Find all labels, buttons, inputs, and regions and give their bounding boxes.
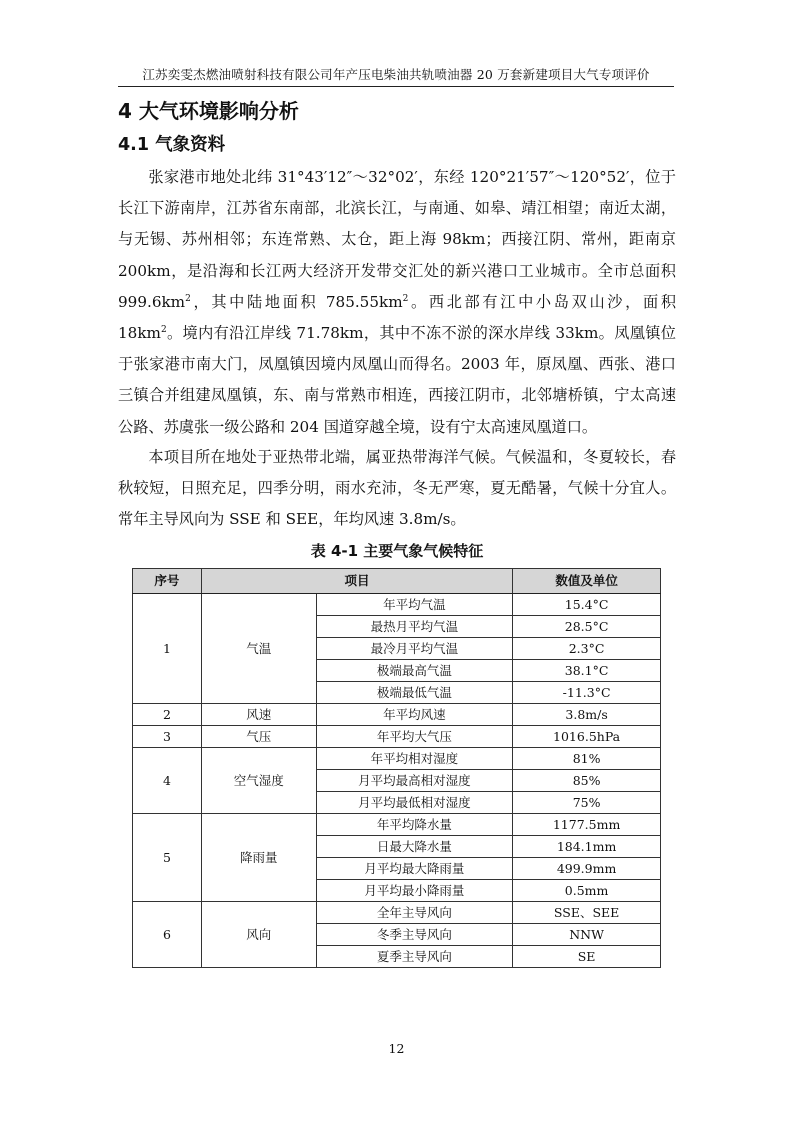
paragraph-climate: 本项目所在地处于亚热带北端，属亚热带海洋气候。气候温和，冬夏较长，春秋较短，日照充足，四季分明，雨水充沛，冬无严寒，夏无酷暑，气候十分宜人。常年主导风向为 SSE 和 SEE，年均风速 3.8m/s。	[118, 448, 676, 529]
table-row	[133, 748, 661, 770]
table-row	[133, 704, 661, 726]
row-item: 全年主导风向	[316, 902, 513, 924]
row-number: 3	[133, 726, 202, 748]
row-value: 38.1°C	[513, 660, 661, 682]
row-number: 4	[133, 748, 202, 814]
table-row	[133, 594, 661, 616]
row-value: 85%	[513, 770, 661, 792]
row-value: 1177.5mm	[513, 814, 661, 836]
row-number: 6	[133, 902, 202, 968]
table-row	[133, 902, 661, 924]
header-value: 数值及单位	[513, 569, 661, 594]
row-value: 184.1mm	[513, 836, 661, 858]
row-category: 风向	[201, 902, 316, 968]
row-value: SE	[513, 946, 661, 968]
row-item: 日最大降水量	[316, 836, 513, 858]
row-item: 月平均最小降雨量	[316, 880, 513, 902]
row-item: 年平均降水量	[316, 814, 513, 836]
page-header: 江苏奕雯杰燃油喷射科技有限公司年产压电柴油共轨喷油器 20 万套新建项目大气专项评价	[142, 67, 650, 82]
row-item: 年平均大气压	[316, 726, 513, 748]
row-item: 最冷月平均气温	[316, 638, 513, 660]
row-item: 极端最高气温	[316, 660, 513, 682]
row-value: 3.8m/s	[513, 704, 661, 726]
row-value: 15.4°C	[513, 594, 661, 616]
row-value: 75%	[513, 792, 661, 814]
page-number: 12	[388, 1041, 405, 1056]
row-item: 冬季主导风向	[316, 924, 513, 946]
row-item: 夏季主导风向	[316, 946, 513, 968]
section-title: 4 大气环境影响分析	[118, 99, 299, 123]
row-value: 499.9mm	[513, 858, 661, 880]
row-value: 1016.5hPa	[513, 726, 661, 748]
row-item: 月平均最低相对湿度	[316, 792, 513, 814]
row-number: 2	[133, 704, 202, 726]
row-category: 降雨量	[201, 814, 316, 902]
row-value: NNW	[513, 924, 661, 946]
row-category: 空气湿度	[201, 748, 316, 814]
table-caption: 表 4-1 主要气象气候特征	[310, 542, 484, 560]
header-item: 项目	[201, 569, 512, 594]
row-item: 最热月平均气温	[316, 616, 513, 638]
table-header-row	[133, 569, 661, 594]
subsection-title: 4.1 气象资料	[118, 135, 226, 155]
table-row	[133, 814, 661, 836]
row-value: 28.5°C	[513, 616, 661, 638]
header-divider	[118, 86, 674, 87]
row-value: 0.5mm	[513, 880, 661, 902]
row-item: 年平均气温	[316, 594, 513, 616]
row-value: -11.3°C	[513, 682, 661, 704]
header-no: 序号	[133, 569, 202, 594]
row-number: 1	[133, 594, 202, 704]
row-value: 81%	[513, 748, 661, 770]
paragraph-geography: 张家港市地处北纬 31°43′12″～32°02′，东经 120°21′57″～120°52′，位于长江下游南岸，江苏省东南部，北滨长江，与南通、如皋、靖江相望；南近太湖，与无锡、苏州相邻；东连常熟、太仓，距上海 98km；西接江阴、常州，距南京 200km，是沿海和长江两大经济开发带交汇处的新兴港口工业城市。全市总面积 $999.6km^2$，其中陆地面积 $785.55km^2$。西北部有江中小岛双山沙，面积 $18km^2$。境内有沿江岸线 71.78km，其中不冻不淤的深水岸线 33km。凤凰镇位于张家港市南大门，凤凰镇因境内凤凰山而得名。2003 年，原凤凰、西张、港口三镇合并组建凤凰镇，东、南与常熟市相连，西接江阴市，北邻塘桥镇，宁太高速公路、苏虞张一级公路和 204 国道穿越全境，设有宁太高速凤凰道口。	[118, 168, 677, 436]
climate-table	[132, 568, 661, 968]
row-item: 年平均风速	[316, 704, 513, 726]
row-item: 月平均最高相对湿度	[316, 770, 513, 792]
row-number: 5	[133, 814, 202, 902]
row-category: 气温	[201, 594, 316, 704]
row-value: SSE、SEE	[513, 902, 661, 924]
row-item: 年平均相对湿度	[316, 748, 513, 770]
row-category: 风速	[201, 704, 316, 726]
row-item: 月平均最大降雨量	[316, 858, 513, 880]
row-value: 2.3°C	[513, 638, 661, 660]
table-row	[133, 726, 661, 748]
row-item: 极端最低气温	[316, 682, 513, 704]
row-category: 气压	[201, 726, 316, 748]
